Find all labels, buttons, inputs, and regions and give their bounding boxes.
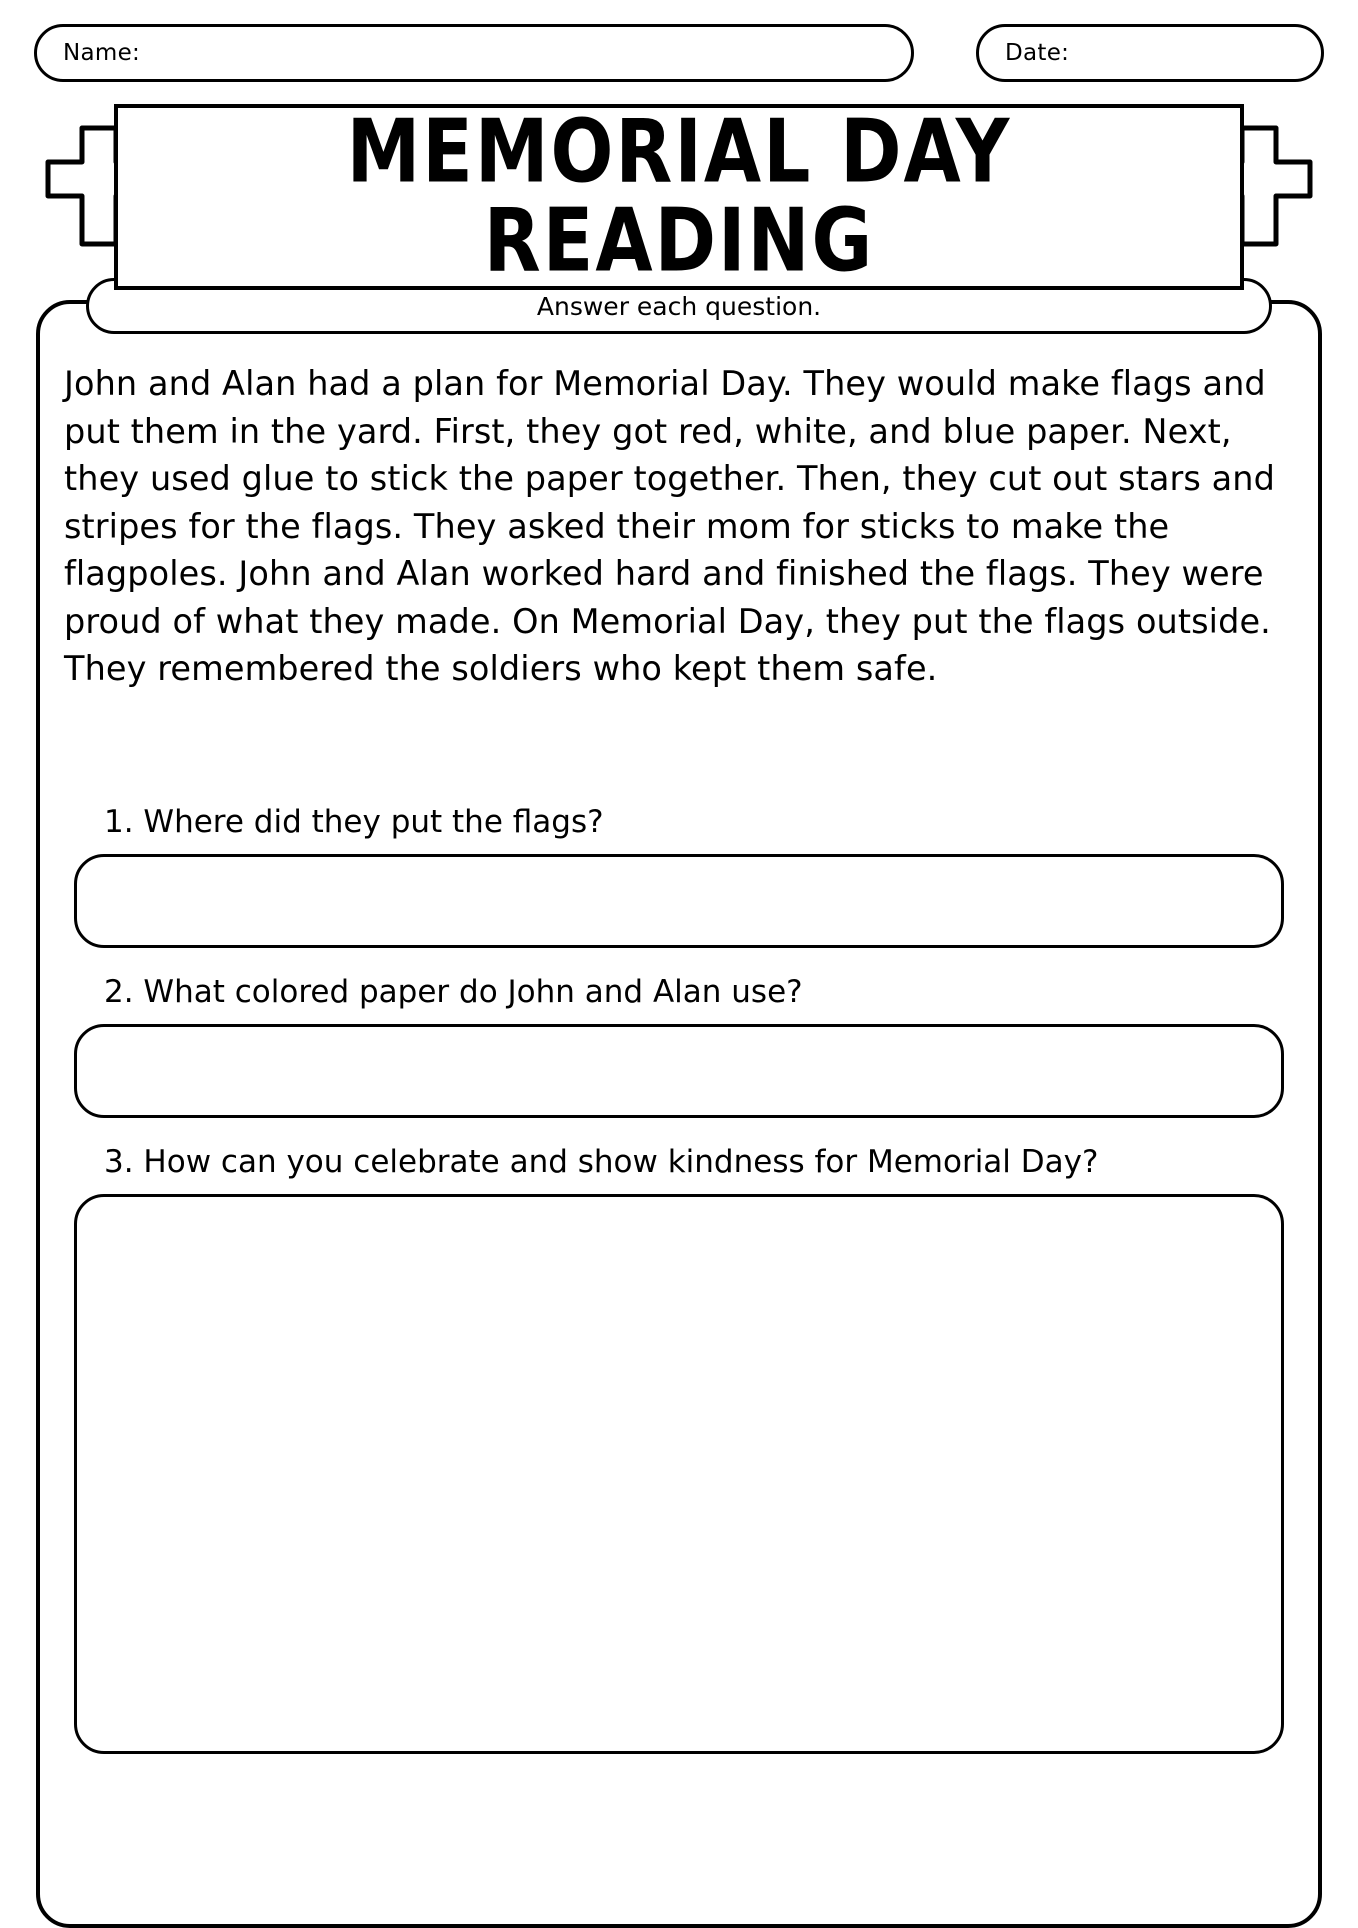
student-info-row [34,22,1324,84]
title-line-1: MEMORIAL DAY [346,101,1012,203]
page-title [114,101,1244,292]
name-field[interactable] [34,24,914,82]
question-1-label: 1. Where did they put the flags? [104,804,604,840]
worksheet-body [36,291,1322,1928]
name-label: Name: [63,40,141,66]
question-item [74,1144,1284,1754]
date-field[interactable] [976,24,1324,82]
title-banner [36,101,1322,292]
question-item [74,804,1284,948]
instruction-text: Answer each question. [536,291,822,321]
question-3-answer-box[interactable] [74,1194,1284,1754]
question-2-answer-box[interactable] [74,1024,1284,1118]
question-1-answer-box[interactable] [74,854,1284,948]
title-line-2: READING [483,190,875,292]
question-3-label: 3. How can you celebrate and show kindness for Memorial Day? [104,1144,1099,1180]
questions-list [74,804,1284,1924]
question-2-label: 2. What colored paper do John and Alan use? [104,974,803,1010]
date-label: Date: [1005,40,1070,66]
reading-passage: John and Alan had a plan for Memorial Day. They would make flags and put them in the yard. First, they got red, white, and blue paper. Next, they used glue to stick the paper together. Then, they cut out stars and stripes for the flags. They asked their mom for sticks to make the flagpoles. John and Alan worked hard and finished the flags. They were proud of what they made. On Memorial Day, they put the flags outside. They remembered the soldiers who kept them safe. [64,364,1276,689]
question-item [74,974,1284,1118]
